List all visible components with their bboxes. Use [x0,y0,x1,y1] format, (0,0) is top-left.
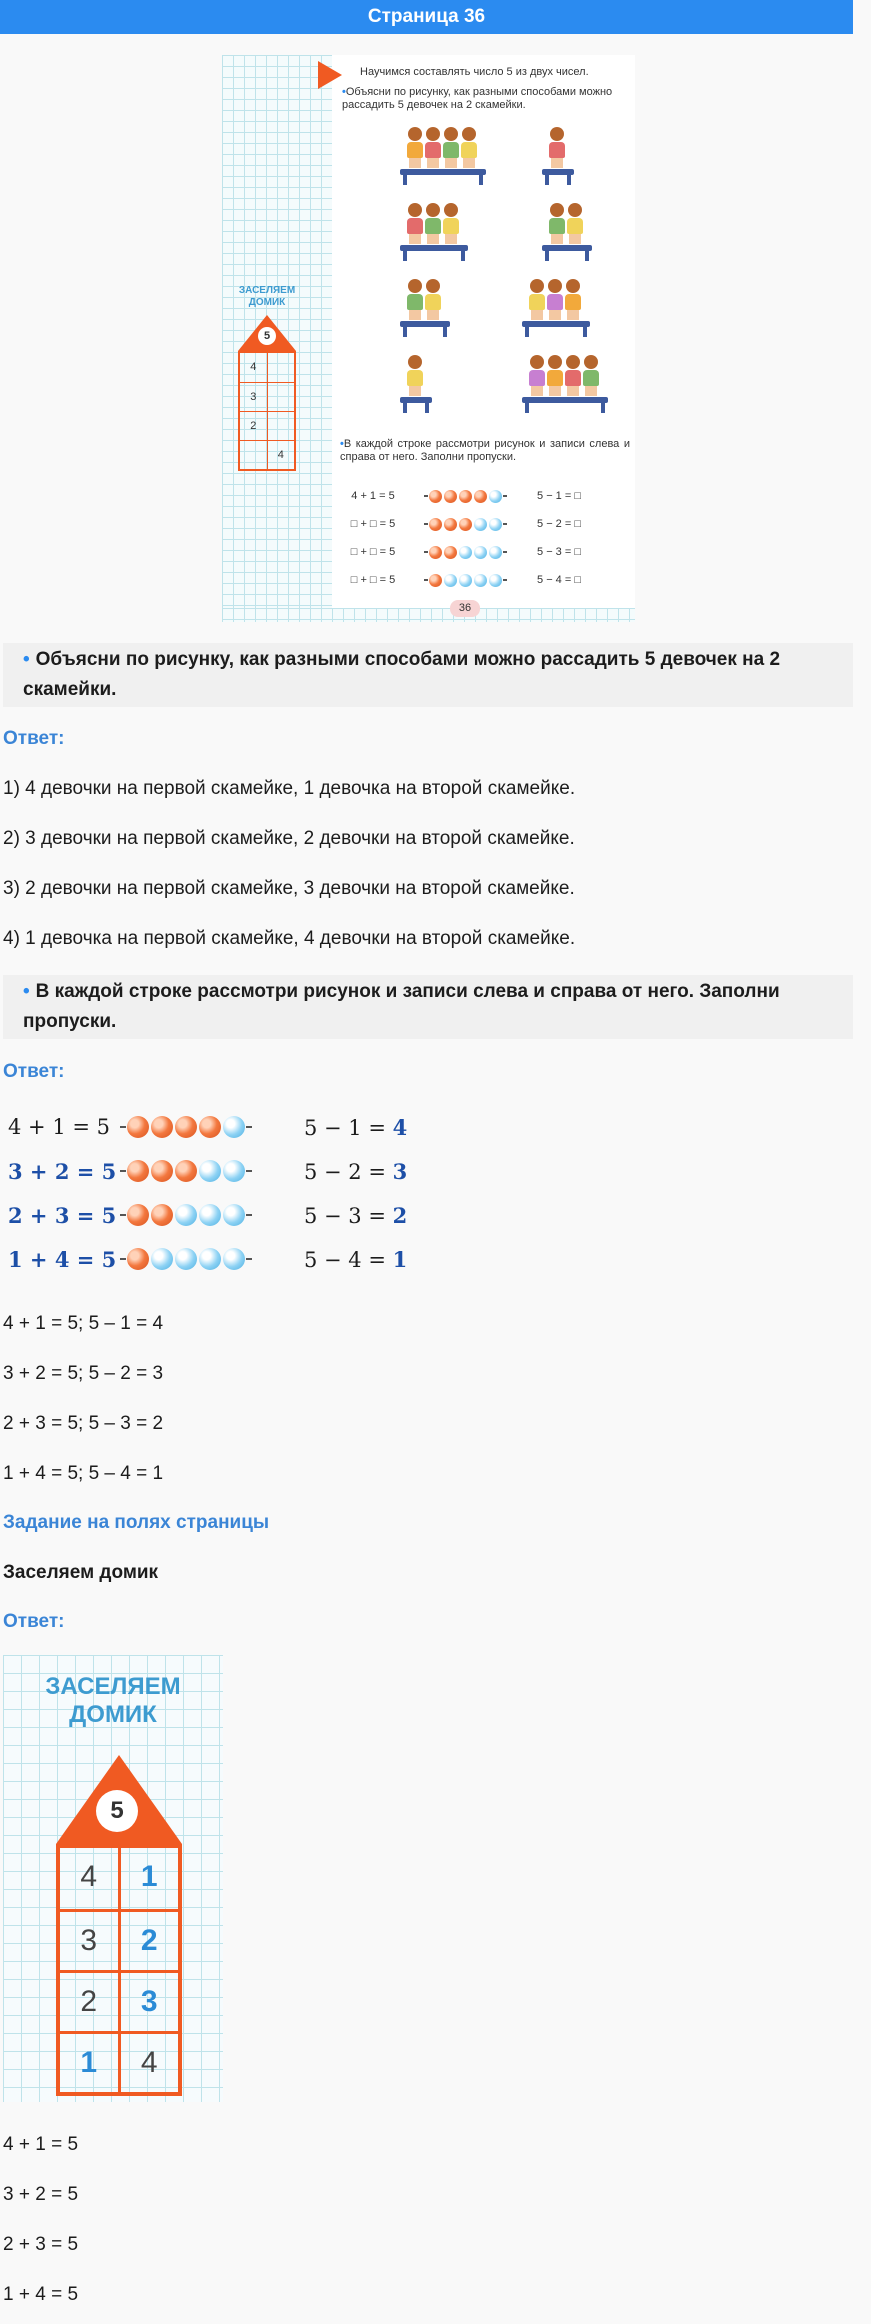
house-cell-left: 1 [60,2034,121,2092]
blue-bead [459,574,472,587]
bead-answer-row [8,1149,408,1193]
orange-bead [151,1116,173,1138]
orange-bead [199,1116,221,1138]
bead-row-abacus [120,1204,282,1226]
orange-bead [175,1160,197,1182]
bead-row-right [304,1247,407,1272]
house-cell-right: 3 [140,1985,158,2018]
girl-head [462,127,476,141]
bench-leg [525,403,529,413]
girl-figure [407,355,423,397]
bead-answer-row [8,1237,408,1281]
bench-illustration [522,385,608,413]
blue-bead [223,1204,245,1226]
house-cell-right: 2 [140,1924,158,1957]
answer-3-line-3: 2 + 3 = 5 [3,2234,79,2255]
answer-3-line-4: 1 + 4 = 5 [3,2284,79,2305]
house-cell-left: 2 [60,1973,121,2031]
orange-bead [429,518,442,531]
orange-bead [151,1204,173,1226]
orange-bead [127,1204,149,1226]
orange-bead [459,518,472,531]
book-row-abacus [418,518,512,531]
orange-bead [474,490,487,503]
bench-leg [425,403,429,413]
answer-label-1: Ответ: [3,728,65,749]
girl-figure [549,203,565,245]
girl-figure [547,355,563,397]
book-row-right: 5 − 4 = □ [537,574,581,586]
girl-body [565,370,581,386]
girl-head [444,203,458,217]
girl-figure [549,127,565,169]
mini-house-cell [268,412,295,440]
girl-body [583,370,599,386]
blue-bead [223,1116,245,1138]
bead-row-addend-b: 2 [54,1158,70,1184]
mini-house [237,285,297,471]
orange-bead [151,1160,173,1182]
blue-bead [474,518,487,531]
girl-legs [551,158,563,168]
girl-legs [409,234,421,244]
girl-head [426,127,440,141]
bench-illustration [400,233,468,261]
bead-row-addend-a: 2 [8,1202,23,1228]
bench-leg [479,175,483,185]
abacus-rod-end [424,495,428,497]
house-row [60,1970,178,2031]
house-title: ЗАСЕЛЯЕМ ДОМИК [45,1673,181,1728]
book-task-2-text: В каждой строке рассмотри рисунок и записи слева и справа от него. Заполни пропуски. [340,438,630,463]
answer-2-line-2: 3 + 2 = 5; 5 – 2 = 3 [3,1363,164,1384]
mini-house-row [240,353,294,382]
answer-label-3: Ответ: [3,1611,65,1632]
answer-1-line-3: 3) 2 девочки на первой скамейке, 3 девочки на второй скамейке. [3,878,575,899]
girl-body [565,294,581,310]
mini-house-row [240,411,294,440]
orange-bead [127,1248,149,1270]
margin-task-label: Задание на полях страницы [3,1512,270,1533]
page-header: Страница 36 [0,0,853,34]
girl-legs [409,310,421,320]
bench-leg [567,175,571,185]
girl-figure [407,127,423,169]
girl-body [547,294,563,310]
house-rows [56,1844,182,2096]
bead-row-plus: + [22,1158,55,1184]
girl-figure [529,355,545,397]
abacus-rod-end [503,495,507,497]
girl-body [567,218,583,234]
bead-row-subtraction: 5 − 4 = [304,1247,393,1272]
girl-legs [427,158,439,168]
bench-leg [403,403,407,413]
girl-body [529,294,545,310]
girl-body [407,370,423,386]
abacus-rod-end [503,551,507,553]
girl-head [584,355,598,369]
bead-row-answer: 2 [392,1202,408,1228]
bottom-grid [222,608,635,622]
abacus-rod-end [120,1126,126,1128]
girl-body [425,218,441,234]
bead-row-right [304,1115,407,1140]
bench-seat [522,321,590,327]
bead-row-equals: = 5 [69,1246,117,1272]
girl-legs [567,310,579,320]
bead-answer-row [8,1193,408,1237]
blue-bead [474,574,487,587]
bench-leg [403,251,407,261]
bead-row-addend-a: 3 [8,1158,23,1184]
book-row-abacus [418,546,512,559]
bench-leg [545,175,549,185]
mini-house-cell: 2 [240,412,268,440]
girl-head [550,127,564,141]
house-cell-right: 4 [140,2046,158,2079]
bead-row-plus: + [22,1246,55,1272]
question-2-text: В каждой строке рассмотри рисунок и записи слева и справа от него. Заполни пропуски. [23,981,780,1032]
house-row [60,1909,178,1970]
book-row-abacus [418,574,512,587]
bead-row-answer: 4 [392,1114,408,1140]
girl-head [408,203,422,217]
bench-illustration [400,385,432,413]
girl-body [549,142,565,158]
blue-bead [175,1204,197,1226]
blue-bead [459,546,472,559]
bench-illustration [542,233,592,261]
bead-answer-row [8,1105,408,1149]
blue-bead [489,490,502,503]
girl-figure [529,279,545,321]
answer-2-line-3: 2 + 3 = 5; 5 – 3 = 2 [3,1413,164,1434]
bullet-icon: • [23,649,30,670]
bead-row-left [8,1203,120,1228]
answer-2-line-1: 4 + 1 = 5; 5 – 1 = 4 [3,1313,164,1334]
blue-bead [175,1248,197,1270]
abacus-rod-end [246,1126,252,1128]
margin-task-title: Заселяем домик [3,1562,159,1583]
girl-head [566,355,580,369]
abacus-rod-end [424,579,428,581]
girl-legs [445,158,457,168]
bead-row-subtraction: 5 − 1 = [304,1115,393,1140]
abacus-rod-end [120,1214,126,1216]
girl-head [408,279,422,293]
bench-leg [443,327,447,337]
book-row-right: 5 − 3 = □ [537,546,581,558]
bench-seat [400,169,486,175]
girl-figure [565,279,581,321]
orange-bead [459,490,472,503]
bench-seat [522,397,608,403]
blue-bead [444,574,457,587]
girl-head [408,127,422,141]
girl-figure [565,355,581,397]
girl-head [530,355,544,369]
bead-row-left [8,1115,120,1139]
bead-row-abacus [120,1160,282,1182]
book-row-left: □ + □ = 5 [350,574,396,586]
house-roof-number: 5 [96,1790,138,1832]
girl-body [407,294,423,310]
abacus-rod-end [120,1170,126,1172]
book-equation-row [340,538,630,566]
orange-bead [429,546,442,559]
book-row-right: 5 − 2 = □ [537,518,581,530]
bullet-icon: • [342,86,346,98]
girl-head [530,279,544,293]
bead-row-equals: = 5 [65,1115,111,1139]
girl-body [547,370,563,386]
girl-legs [531,386,543,396]
abacus-rod-end [246,1258,252,1260]
bench-illustration [400,157,486,185]
bead-row-equals: = 5 [69,1202,117,1228]
bead-row-left [8,1247,120,1272]
abacus-rod-end [120,1258,126,1260]
orange-bead [127,1116,149,1138]
bench-leg [525,327,529,337]
bead-row-right [304,1203,407,1228]
bead-row-addend-b: 4 [54,1246,70,1272]
bench-leg [403,175,407,185]
bench-leg [461,251,465,261]
mini-house-cell [268,353,295,382]
mini-house-cell [268,383,295,411]
orange-bead [444,490,457,503]
mini-house-row [240,440,294,469]
bead-row-equals: = 5 [69,1158,117,1184]
orange-bead [175,1116,197,1138]
girl-legs [531,310,543,320]
bullet-icon: • [340,438,344,450]
bench-illustration [522,309,590,337]
orange-bead [429,490,442,503]
house-cell-right: 1 [140,1860,158,1893]
girl-head [426,279,440,293]
girl-legs [409,386,421,396]
book-page-number: 36 [450,600,480,617]
girl-figure [583,355,599,397]
bead-row-subtraction: 5 − 3 = [304,1203,393,1228]
answer-3-line-2: 3 + 2 = 5 [3,2184,79,2205]
book-task-2 [340,438,630,464]
girl-figure [443,127,459,169]
girl-head [444,127,458,141]
blue-bead [223,1248,245,1270]
girl-body [407,218,423,234]
girl-legs [549,310,561,320]
mini-house-title: ЗАСЕЛЯЕМ ДОМИК [238,285,296,308]
girl-body [425,142,441,158]
bead-row-addend-b: 1 [52,1115,66,1139]
book-task-1 [342,86,632,112]
girl-figure [407,203,423,245]
bead-row-plus: + [21,1115,53,1139]
mini-house-rows [238,351,296,471]
bead-row-answer: 1 [392,1246,408,1272]
house-answer-image [3,1655,223,2102]
mini-house-cell [240,441,268,469]
girl-figure [443,203,459,245]
bead-row-answer: 3 [392,1158,408,1184]
book-row-left: □ + □ = 5 [350,518,396,530]
bench-leg [585,251,589,261]
girl-figure [425,127,441,169]
book-row-left: 4 + 1 = 5 [351,490,395,502]
bead-row-addend-a: 1 [8,1246,23,1272]
answer-1-line-2: 2) 3 девочки на первой скамейке, 2 девочки на второй скамейке. [3,828,575,849]
girl-legs [551,234,563,244]
abacus-rod-end [246,1170,252,1172]
answer-1-line-4: 4) 1 девочка на первой скамейке, 4 девочки на второй скамейке. [3,928,576,949]
girl-head [550,203,564,217]
girl-head [548,279,562,293]
mini-house-roof-number: 5 [258,327,276,345]
bullet-icon: • [23,981,30,1002]
mini-house-row [240,382,294,411]
girl-body [407,142,423,158]
girl-body [461,142,477,158]
girl-body [443,142,459,158]
bench-leg [545,251,549,261]
book-row-abacus [418,490,512,503]
blue-bead [151,1248,173,1270]
girl-legs [549,386,561,396]
bead-row-left [8,1159,120,1184]
girl-legs [569,234,581,244]
answer-label-2: Ответ: [3,1061,65,1082]
question-1-text: Объясни по рисунку, как разными способами можно рассадить 5 девочек на 2 скамейки. [23,649,781,700]
mini-house-cell: 3 [240,383,268,411]
book-equation-row [340,482,630,510]
abacus-rod-end [503,579,507,581]
book-row-left: □ + □ = 5 [350,546,396,558]
girl-legs [427,234,439,244]
abacus-rod-end [424,551,428,553]
orange-bead [444,546,457,559]
girl-legs [463,158,475,168]
house-row [60,1848,178,1909]
book-task-1-text: Объясни по рисунку, как разными способами можно рассадить 5 девочек на 2 скамейки. [342,86,613,111]
house-cell-left: 4 [60,1848,121,1909]
book-equation-rows [340,482,630,594]
book-lesson-title: Научимся составлять число 5 из двух чисел. [360,66,589,78]
girl-legs [445,234,457,244]
girl-legs [427,310,439,320]
book-row-right: 5 − 1 = □ [537,490,581,502]
bench-leg [601,403,605,413]
abacus-rod-end [246,1214,252,1216]
girl-legs [585,386,597,396]
question-1 [3,643,853,707]
blue-bead [223,1160,245,1182]
girl-head [408,355,422,369]
orange-bead [444,518,457,531]
bench-illustration [542,157,574,185]
girl-figure [425,279,441,321]
bead-answer-table [8,1105,408,1281]
girl-figure [461,127,477,169]
girl-body [425,294,441,310]
orange-bead [429,574,442,587]
blue-bead [474,546,487,559]
corner-flag-icon [318,61,342,89]
girl-head [568,203,582,217]
blue-bead [199,1160,221,1182]
textbook-page [222,55,635,622]
girl-legs [409,158,421,168]
answer-2-line-4: 1 + 4 = 5; 5 – 4 = 1 [3,1463,164,1484]
abacus-rod-end [424,523,428,525]
bead-row-right [304,1159,407,1184]
girls-on-benches-illustration [392,125,622,425]
blue-bead [489,546,502,559]
girl-figure [567,203,583,245]
girl-body [529,370,545,386]
answer-1-line-1: 1) 4 девочки на первой скамейке, 1 девочка на второй скамейке. [3,778,576,799]
bench-seat [400,245,468,251]
girl-figure [547,279,563,321]
girl-legs [567,386,579,396]
question-2 [3,975,853,1039]
book-equation-row [340,510,630,538]
abacus-rod-end [503,523,507,525]
blue-bead [489,574,502,587]
bead-row-abacus [120,1248,282,1270]
answer-3-line-1: 4 + 1 = 5 [3,2134,79,2155]
girl-head [426,203,440,217]
girl-figure [425,203,441,245]
bead-row-addend-b: 3 [54,1202,70,1228]
bead-row-subtraction: 5 − 2 = [304,1159,393,1184]
orange-bead [127,1160,149,1182]
mini-house-cell: 4 [240,353,268,382]
girl-figure [407,279,423,321]
house-cell-left: 3 [60,1912,121,1970]
bead-row-plus: + [22,1202,55,1228]
blue-bead [199,1204,221,1226]
mini-house-cell: 4 [277,449,284,461]
bench-leg [583,327,587,337]
bead-row-abacus [120,1116,282,1138]
bead-row-addend-a: 4 [8,1115,22,1139]
blue-bead [199,1248,221,1270]
bench-leg [403,327,407,337]
bench-illustration [400,309,450,337]
girl-head [548,355,562,369]
mini-house-roof [238,315,296,351]
girl-body [443,218,459,234]
house-row [60,2031,178,2092]
book-equation-row [340,566,630,594]
girl-head [566,279,580,293]
blue-bead [489,518,502,531]
girl-body [549,218,565,234]
